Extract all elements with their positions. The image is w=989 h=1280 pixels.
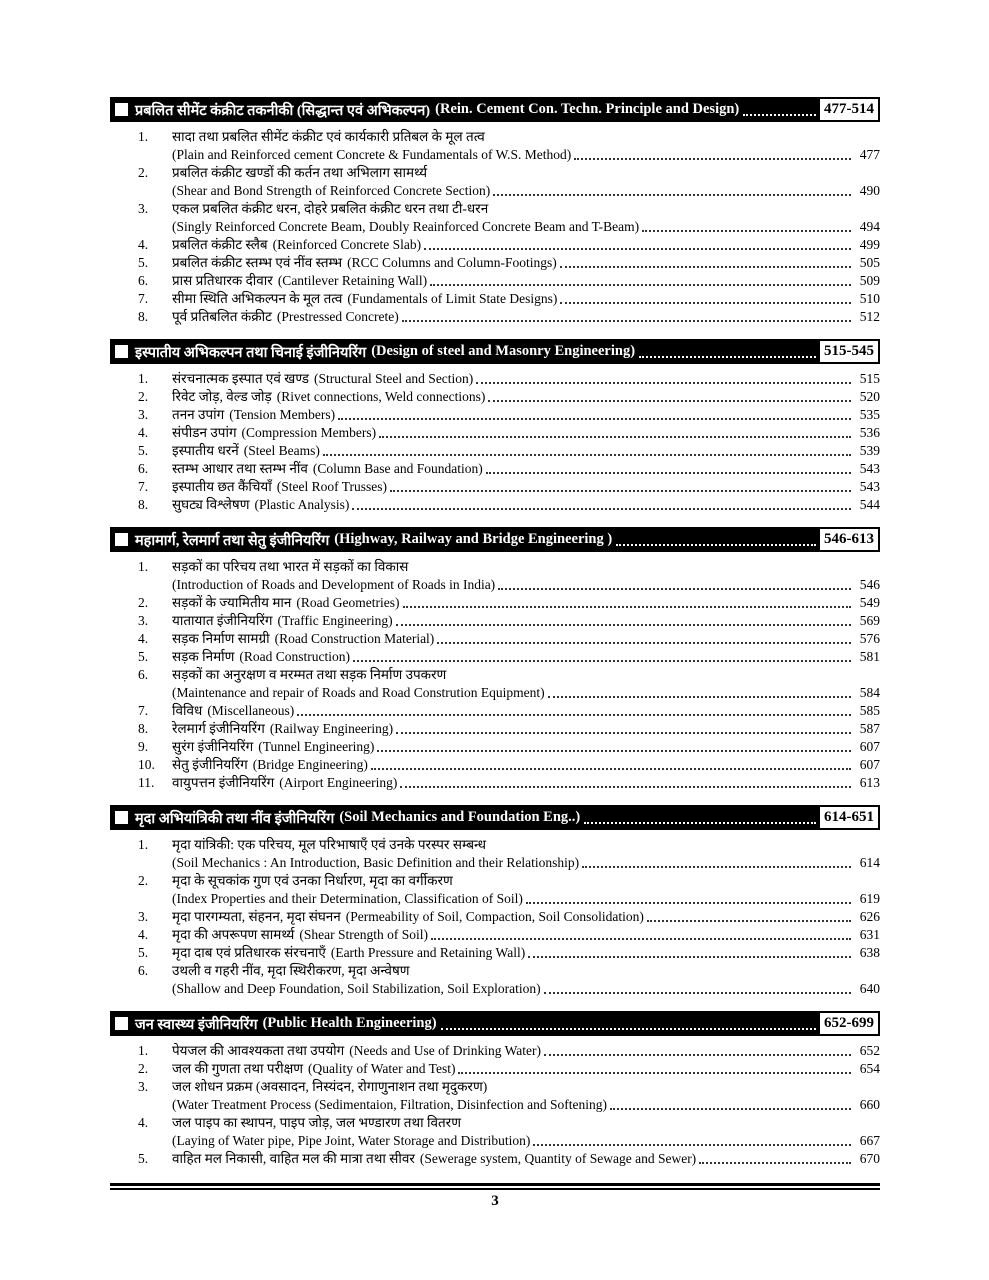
dot-leader — [400, 774, 851, 788]
toc-item-english-row — [110, 576, 880, 594]
toc-item-title-english: (Miscellaneous) — [207, 703, 295, 718]
toc-section — [110, 339, 880, 522]
toc-item-title-english: (Steel Roof Trusses) — [276, 479, 388, 494]
toc-item-title-english: (Shear Strength of Soil) — [299, 927, 428, 942]
toc-item-row — [110, 908, 880, 926]
toc-item-title-hindi: प्रबलित कंक्रीट स्तम्भ एवं नींव स्तम्भ — [172, 255, 343, 270]
toc-item-number: 5. — [138, 1151, 149, 1166]
toc-item-page: 505 — [859, 255, 880, 270]
toc-item-page: 509 — [859, 273, 880, 288]
toc-item-page: 543 — [859, 461, 880, 476]
section-title-hindi: महामार्ग, रेलमार्ग तथा सेतु इंजीनियरिंग — [135, 532, 330, 549]
dot-leader — [642, 218, 851, 232]
toc-item-title-hindi: मृदा के सूचकांक गुण एवं उनका निर्धारण, मृदा का वर्गीकरण — [172, 873, 453, 888]
toc-item-number: 2. — [138, 595, 149, 610]
toc-item-page: 667 — [859, 1133, 880, 1148]
toc-item-row — [110, 424, 880, 442]
toc-item-number: 3. — [138, 201, 149, 216]
dot-leader — [488, 388, 851, 402]
indent-spacer — [110, 1096, 172, 1114]
toc-item-page: 638 — [859, 945, 880, 960]
toc-item-number: 1. — [138, 1043, 149, 1058]
toc-item-number: 5. — [138, 649, 149, 664]
toc-item-title-hindi: संरचनात्मक इस्पात एवं खण्ड — [172, 371, 309, 386]
toc-item-title-english: (Needs and Use of Drinking Water) — [349, 1043, 542, 1058]
toc-item-title-english: (Laying of Water pipe, Pipe Joint, Water Storage and Distribution) — [172, 1133, 531, 1148]
toc-item-page: 576 — [859, 631, 880, 646]
dot-leader — [352, 496, 851, 510]
toc-item-title-english: (Column Base and Foundation) — [312, 461, 483, 476]
toc-item-row — [110, 836, 880, 854]
toc-item-title-hindi: सड़कों के ज्यामितीय मान — [172, 595, 292, 610]
toc-item-page: 536 — [859, 425, 880, 440]
toc-item-page: 585 — [859, 703, 880, 718]
toc-item-number: 5. — [138, 255, 149, 270]
toc-item-title-english: (RCC Columns and Column-Footings) — [347, 255, 557, 270]
toc-item-title-hindi: सड़कों का परिचय तथा भारत में सड़कों का विकास — [172, 559, 409, 574]
toc-item-title-english: (Railway Engineering) — [269, 721, 394, 736]
section-page-range: 652-699 — [820, 1013, 878, 1034]
toc-item-title-hindi: पूर्व प्रतिबलित कंक्रीट — [172, 309, 272, 324]
section-page-range: 477-514 — [820, 99, 878, 120]
dot-leader — [498, 576, 851, 590]
square-bullet-icon — [115, 103, 128, 116]
section-items — [110, 830, 880, 1006]
section-title-hindi: प्रबलित सीमेंट कंक्रीट तकनीकी (सिद्धान्त एवं अभिकल्पन) — [135, 102, 431, 119]
toc-item-english-row — [110, 182, 880, 200]
toc-item-title-hindi: इस्पातीय छत कैंचियाँ — [172, 479, 272, 494]
toc-item-number: 8. — [138, 721, 149, 736]
toc-item-page: 512 — [859, 309, 880, 324]
toc-item-number: 3. — [138, 613, 149, 628]
toc-item-page: 607 — [859, 757, 880, 772]
toc-item-title-english: (Compression Members) — [241, 425, 377, 440]
toc-item-title-hindi: एकल प्रबलित कंक्रीट धरन, दोहरे प्रबलित कंक्रीट धरन तथा टी-धरन — [172, 201, 489, 216]
toc-item-number: 2. — [138, 1061, 149, 1076]
toc-item-title-english: (Steel Beams) — [243, 443, 320, 458]
indent-spacer — [110, 146, 172, 164]
section-title-english: (Public Health Engineering) — [262, 1015, 437, 1031]
toc-item-page: 613 — [859, 775, 880, 790]
section-header-bar — [110, 1011, 880, 1036]
toc-item-page: 654 — [859, 1061, 880, 1076]
toc-item-title-english: (Soil Mechanics : An Introduction, Basic Definition and their Relationship) — [172, 855, 580, 870]
header-dot-leader — [441, 1011, 816, 1030]
toc-item-page: 626 — [859, 909, 880, 924]
dot-leader — [379, 424, 851, 438]
square-bullet-icon — [115, 811, 128, 824]
toc-item-page: 543 — [859, 479, 880, 494]
toc-item-title-hindi: पेयजल की आवश्यकता तथा उपयोग — [172, 1043, 345, 1058]
dot-leader — [574, 146, 851, 160]
indent-spacer — [110, 890, 172, 908]
dot-leader — [396, 612, 851, 626]
toc-item-page: 652 — [859, 1043, 880, 1058]
dot-leader — [353, 648, 851, 662]
toc-item-row — [110, 944, 880, 962]
page-footer — [110, 1183, 880, 1210]
header-dot-leader — [584, 805, 816, 824]
toc-item-english-row — [110, 980, 880, 998]
dot-leader — [402, 308, 851, 322]
toc-item-title-hindi: रेलमार्ग इंजीनियरिंग — [172, 721, 265, 736]
toc-item-page: 499 — [859, 237, 880, 252]
toc-section — [110, 805, 880, 1006]
toc-item-page: 477 — [859, 147, 880, 162]
toc-item-row — [110, 630, 880, 648]
section-header-bar — [110, 805, 880, 830]
toc-item-row — [110, 200, 880, 218]
section-title-hindi: जन स्वास्थ्य इंजीनियरिंग — [135, 1016, 258, 1033]
toc-item-number: 8. — [138, 497, 149, 512]
dot-leader — [377, 738, 851, 752]
toc-item-title-hindi: स्तम्भ आधार तथा स्तम्भ नींव — [172, 461, 308, 476]
toc-item-title-hindi: विविध — [172, 703, 203, 718]
toc-item-row — [110, 442, 880, 460]
toc-item-english-row — [110, 218, 880, 236]
toc-sections-container — [110, 97, 880, 1176]
toc-item-english-row — [110, 684, 880, 702]
dot-leader — [610, 1096, 851, 1110]
toc-item-row — [110, 594, 880, 612]
toc-item-row — [110, 774, 880, 792]
indent-spacer — [110, 854, 172, 872]
toc-item-number: 4. — [138, 631, 149, 646]
toc-item-page: 581 — [859, 649, 880, 664]
toc-item-row — [110, 926, 880, 944]
dot-leader — [430, 272, 851, 286]
dot-leader — [396, 720, 851, 734]
toc-item-title-english: (Road Geometries) — [296, 595, 400, 610]
toc-item-title-english: (Reinforced Concrete Slab) — [272, 237, 422, 252]
toc-item-number: 4. — [138, 927, 149, 942]
toc-item-row — [110, 308, 880, 326]
toc-item-title-hindi: इस्पातीय धरनें — [172, 443, 239, 458]
toc-item-title-english: (Cantilever Retaining Wall) — [277, 273, 428, 288]
toc-item-row — [110, 1114, 880, 1132]
toc-item-page: 510 — [859, 291, 880, 306]
indent-spacer — [110, 1132, 172, 1150]
toc-item-title-english: (Rivet connections, Weld connections) — [276, 389, 486, 404]
toc-item-number: 9. — [138, 739, 149, 754]
toc-item-title-hindi: सीमा स्थिति अभिकल्पन के मूल तत्व — [172, 291, 343, 306]
toc-item-title-english: (Plain and Reinforced cement Concrete & Fundamentals of W.S. Method) — [172, 147, 572, 162]
toc-item-title-english: (Road Construction) — [239, 649, 351, 664]
toc-item-row — [110, 370, 880, 388]
toc-item-row — [110, 1078, 880, 1096]
square-bullet-icon — [115, 345, 128, 358]
toc-item-title-hindi: मृदा पारगम्यता, संहनन, मृदा संघनन — [172, 909, 341, 924]
section-title-hindi: मृदा अभियांत्रिकी तथा नींव इंजीनियरिंग — [135, 810, 335, 827]
toc-item-page: 569 — [859, 613, 880, 628]
toc-item-row — [110, 720, 880, 738]
toc-item-page: 619 — [859, 891, 880, 906]
section-page-range: 546-613 — [820, 529, 878, 550]
toc-item-number: 2. — [138, 873, 149, 888]
toc-item-number: 3. — [138, 909, 149, 924]
dot-leader — [544, 1042, 851, 1056]
dot-leader — [486, 460, 851, 474]
square-bullet-icon — [115, 533, 128, 546]
toc-item-title-english: (Road Construction Material) — [274, 631, 435, 646]
toc-item-row — [110, 388, 880, 406]
toc-item-title-hindi: मृदा यांत्रिकी: एक परिचय, मूल परिभाषाएँ एवं उनके परस्पर सम्बन्ध — [172, 837, 487, 852]
toc-item-number: 3. — [138, 1079, 149, 1094]
toc-item-number: 1. — [138, 129, 149, 144]
toc-item-english-row — [110, 1132, 880, 1150]
toc-item-title-hindi: वायुपत्तन इंजीनियरिंग — [172, 775, 275, 790]
toc-item-row — [110, 406, 880, 424]
section-page-range: 614-651 — [820, 807, 878, 828]
toc-item-row — [110, 756, 880, 774]
toc-item-title-english: (Tunnel Engineering) — [258, 739, 375, 754]
toc-item-number: 4. — [138, 237, 149, 252]
toc-item-title-english: (Prestressed Concrete) — [276, 309, 399, 324]
toc-item-number: 8. — [138, 309, 149, 324]
toc-item-english-row — [110, 854, 880, 872]
toc-item-title-english: (Shear and Bond Strength of Reinforced Concrete Section) — [172, 183, 491, 198]
toc-item-english-row — [110, 1096, 880, 1114]
toc-item-number: 10. — [138, 757, 155, 772]
toc-item-row — [110, 236, 880, 254]
dot-leader — [403, 594, 851, 608]
toc-item-page: 544 — [859, 497, 880, 512]
section-items — [110, 1036, 880, 1176]
toc-item-title-hindi: मृदा की अपरूपण सामर्थ्य — [172, 927, 295, 942]
toc-item-number: 1. — [138, 837, 149, 852]
toc-item-title-hindi: सेतु इंजीनियरिंग — [172, 757, 248, 772]
toc-item-number: 6. — [138, 963, 149, 978]
toc-item-page: 535 — [859, 407, 880, 422]
toc-item-page: 549 — [859, 595, 880, 610]
toc-item-row — [110, 962, 880, 980]
toc-item-page: 670 — [859, 1151, 880, 1166]
footer-page-number: 3 — [491, 1193, 499, 1209]
toc-item-title-english: (Airport Engineering) — [279, 775, 398, 790]
toc-item-number: 5. — [138, 443, 149, 458]
toc-item-title-english: (Shallow and Deep Foundation, Soil Stabilization, Soil Exploration) — [172, 981, 541, 996]
toc-item-number: 1. — [138, 371, 149, 386]
toc-item-row — [110, 496, 880, 514]
section-title-english: (Highway, Railway and Bridge Engineering ) — [334, 531, 613, 547]
dot-leader — [548, 684, 851, 698]
toc-item-title-english: (Introduction of Roads and Development of Roads in India) — [172, 577, 496, 592]
toc-item-title-hindi: प्रबलित कंक्रीट स्लैब — [172, 237, 268, 252]
section-items — [110, 364, 880, 522]
toc-item-page: 607 — [859, 739, 880, 754]
toc-item-number: 4. — [138, 425, 149, 440]
dot-leader — [493, 182, 851, 196]
toc-item-title-hindi: जल की गुणता तथा परीक्षण — [172, 1061, 304, 1076]
dot-leader — [647, 908, 851, 922]
dot-leader — [476, 370, 851, 384]
header-dot-leader — [616, 527, 816, 546]
toc-item-page: 546 — [859, 577, 880, 592]
toc-item-title-english: (Maintenance and repair of Roads and Road Constrution Equipment) — [172, 685, 545, 700]
toc-item-page: 584 — [859, 685, 880, 700]
dot-leader — [431, 926, 851, 940]
dot-leader — [560, 290, 851, 304]
toc-item-row — [110, 1042, 880, 1060]
toc-item-title-english: (Singly Reinforced Concrete Beam, Doubly Reainforced Concrete Beam and T-Beam) — [172, 219, 640, 234]
dot-leader — [323, 442, 851, 456]
section-header-bar — [110, 527, 880, 552]
toc-item-title-english: (Quality of Water and Test) — [308, 1061, 456, 1076]
toc-item-number: 7. — [138, 479, 149, 494]
toc-item-title-english: (Water Treatment Process (Sedimentaion, Filtration, Disinfection and Softening) — [172, 1097, 607, 1112]
toc-item-page: 490 — [859, 183, 880, 198]
toc-item-row — [110, 1060, 880, 1078]
indent-spacer — [110, 218, 172, 236]
toc-item-row — [110, 1150, 880, 1168]
header-dot-leader — [743, 97, 816, 116]
toc-item-page: 640 — [859, 981, 880, 996]
footer-double-rule — [110, 1183, 880, 1190]
toc-item-number: 3. — [138, 407, 149, 422]
toc-item-title-english: (Bridge Engineering) — [252, 757, 368, 772]
toc-item-number: 6. — [138, 273, 149, 288]
dot-leader — [458, 1060, 851, 1074]
toc-item-row — [110, 272, 880, 290]
toc-item-title-hindi: संपीडन उपांग — [172, 425, 237, 440]
toc-item-row — [110, 666, 880, 684]
indent-spacer — [110, 576, 172, 594]
dot-leader — [297, 702, 851, 716]
toc-item-row — [110, 478, 880, 496]
toc-item-number: 6. — [138, 461, 149, 476]
toc-item-number: 1. — [138, 559, 149, 574]
toc-item-row — [110, 460, 880, 478]
dot-leader — [560, 254, 851, 268]
toc-item-title-english: (Traffic Engineering) — [277, 613, 393, 628]
toc-item-title-hindi: यातायात इंजीनियरिंग — [172, 613, 273, 628]
toc-item-page: 660 — [859, 1097, 880, 1112]
indent-spacer — [110, 980, 172, 998]
toc-item-page: 515 — [859, 371, 880, 386]
toc-item-title-hindi: रिवेट जोड़, वेल्ड जोड़ — [172, 389, 272, 404]
section-title-english: (Rein. Cement Con. Techn. Principle and Design) — [435, 101, 740, 117]
dot-leader — [699, 1150, 851, 1164]
section-title-english: (Soil Mechanics and Foundation Eng..) — [339, 809, 581, 825]
toc-item-title-hindi: उथली व गहरी नींव, मृदा स्थिरीकरण, मृदा अन्वेषण — [172, 963, 410, 978]
toc-item-row — [110, 290, 880, 308]
toc-item-page: 614 — [859, 855, 880, 870]
toc-item-number: 7. — [138, 291, 149, 306]
toc-item-page: 520 — [859, 389, 880, 404]
toc-item-title-english: (Earth Pressure and Retaining Wall) — [330, 945, 526, 960]
dot-leader — [371, 756, 851, 770]
section-items — [110, 552, 880, 800]
indent-spacer — [110, 182, 172, 200]
toc-item-page: 494 — [859, 219, 880, 234]
dot-leader — [437, 630, 851, 644]
toc-item-row — [110, 612, 880, 630]
dot-leader — [424, 236, 851, 250]
toc-item-title-hindi: सादा तथा प्रबलित सीमेंट कंक्रीट एवं कार्यकारी प्रतिबल के मूल तत्व — [172, 129, 485, 144]
toc-item-row — [110, 128, 880, 146]
toc-item-title-hindi: प्रबलित कंक्रीट खण्डों की कर्तन तथा अभिलाग सामर्थ्य — [172, 165, 428, 180]
dot-leader — [390, 478, 851, 492]
section-header-bar — [110, 339, 880, 364]
section-header-bar — [110, 97, 880, 122]
section-title-hindi: इस्पातीय अभिकल्पन तथा चिनाई इंजीनियरिंग — [135, 344, 367, 361]
toc-item-title-hindi: तनन उपांग — [172, 407, 225, 422]
toc-item-number: 6. — [138, 667, 149, 682]
section-items — [110, 122, 880, 334]
indent-spacer — [110, 684, 172, 702]
toc-item-number: 4. — [138, 1115, 149, 1130]
toc-item-title-english: (Sewerage system, Quantity of Sewage and Sewer) — [419, 1151, 697, 1166]
dot-leader — [528, 944, 851, 958]
toc-item-row — [110, 648, 880, 666]
toc-item-number: 5. — [138, 945, 149, 960]
toc-item-number: 2. — [138, 165, 149, 180]
toc-item-row — [110, 558, 880, 576]
section-page-range: 515-545 — [820, 341, 878, 362]
toc-item-title-english: (Plastic Analysis) — [254, 497, 350, 512]
toc-item-row — [110, 738, 880, 756]
dot-leader — [582, 854, 851, 868]
dot-leader — [526, 890, 851, 904]
toc-section — [110, 1011, 880, 1176]
dot-leader — [544, 980, 851, 994]
toc-item-row — [110, 702, 880, 720]
toc-item-title-hindi: मृदा दाब एवं प्रतिधारक संरचनाएँ — [172, 945, 326, 960]
toc-item-english-row — [110, 890, 880, 908]
toc-item-title-english: (Permeability of Soil, Compaction, Soil Consolidation) — [345, 909, 644, 924]
toc-item-row — [110, 164, 880, 182]
toc-item-page: 587 — [859, 721, 880, 736]
toc-section — [110, 527, 880, 800]
toc-item-english-row — [110, 146, 880, 164]
dot-leader — [533, 1132, 851, 1146]
square-bullet-icon — [115, 1017, 128, 1030]
toc-item-page: 631 — [859, 927, 880, 942]
section-title-english: (Design of steel and Masonry Engineering) — [371, 343, 636, 359]
toc-page — [110, 0, 880, 1280]
toc-item-title-english: (Tension Members) — [229, 407, 336, 422]
toc-item-title-hindi: सड़क निर्माण सामग्री — [172, 631, 270, 646]
toc-item-title-english: (Structural Steel and Section) — [313, 371, 474, 386]
toc-section — [110, 97, 880, 334]
toc-item-title-hindi: सुरंग इंजीनियरिंग — [172, 739, 254, 754]
toc-item-title-hindi: जल पाइप का स्थापन, पाइप जोड़, जल भण्डारण तथा वितरण — [172, 1115, 461, 1130]
toc-item-title-hindi: सुघट्य विश्लेषण — [172, 497, 250, 512]
toc-item-title-hindi: सड़कों का अनुरक्षण व मरम्मत तथा सड़क निर्माण उपकरण — [172, 667, 447, 682]
header-dot-leader — [639, 339, 816, 358]
dot-leader — [338, 406, 851, 420]
toc-item-title-english: (Fundamentals of Limit State Designs) — [347, 291, 558, 306]
toc-item-title-english: (Index Properties and their Determination, Classification of Soil) — [172, 891, 523, 906]
toc-item-row — [110, 254, 880, 272]
toc-item-title-hindi: वाहित मल निकासी, वाहित मल की मात्रा तथा सीवर — [172, 1151, 415, 1166]
toc-item-title-hindi: सड़क निर्माण — [172, 649, 235, 664]
toc-item-number: 7. — [138, 703, 149, 718]
toc-item-page: 539 — [859, 443, 880, 458]
toc-item-title-hindi: जल शोधन प्रक्रम (अवसादन, निस्यंदन, रोगाणुनाशन तथा मृदुकरण) — [172, 1079, 488, 1094]
toc-item-row — [110, 872, 880, 890]
toc-item-number: 2. — [138, 389, 149, 404]
toc-item-number: 11. — [138, 775, 155, 790]
toc-item-title-hindi: प्रास प्रतिधारक दीवार — [172, 273, 273, 288]
